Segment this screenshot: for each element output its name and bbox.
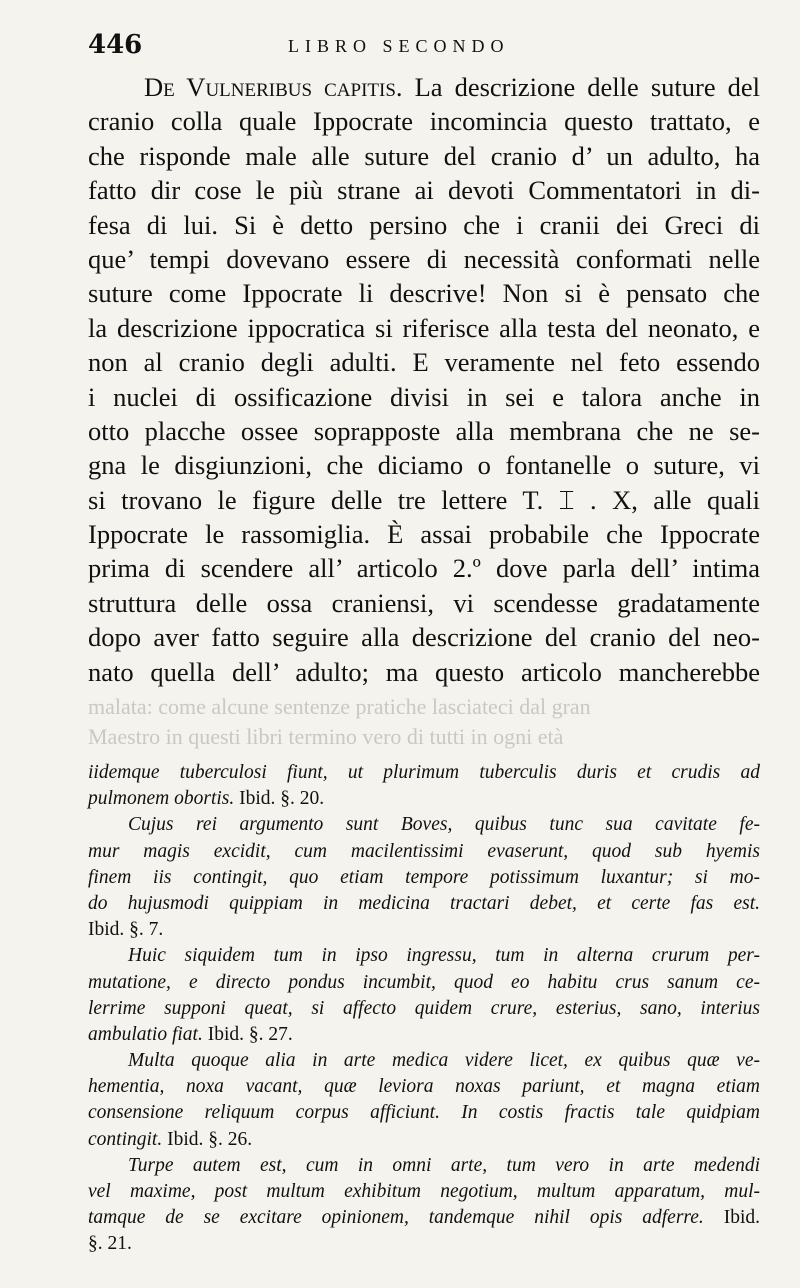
main-text-line: que’ tempi dovevano essere di necessità conformati nelle	[88, 243, 760, 274]
footnote-text: hementia, noxa vacant, quæ leviora noxas pariunt, et magna etiam	[88, 1076, 760, 1098]
footnote-reference: Ibid. §. 26.	[162, 1128, 253, 1150]
footnote-text: pulmonem obortis.	[88, 788, 235, 810]
footnote-line	[88, 1205, 760, 1231]
footnote-text: Huic siquidem tum in ipso ingressu, tum in alterna crurum per-	[128, 945, 760, 967]
footnote-paragraph	[88, 1048, 760, 1153]
footnote-line	[88, 917, 760, 943]
main-text-line: si trovano le figure delle tre lettere T. ⌶ . X, alle quali	[88, 484, 760, 515]
main-text-line: Ippocrate le rassomiglia. È assai probabile che Ippocrate	[88, 519, 760, 550]
main-text-line: otto placche ossee soprapposte alla membrana che ne se-	[88, 415, 760, 446]
footnote-text: contingit.	[88, 1128, 163, 1150]
main-text-line: la descrizione ippocratica si riferisce alla testa del neonato, e	[88, 312, 760, 343]
footnote-text: lerrime supponi queat, si affecto quidem crure, esterius, sano, interius	[88, 997, 760, 1019]
section-lead: De Vulneribus capitis.	[144, 72, 403, 102]
footnote-text: finem iis contingit, quo etiam tempore potissimum luxantur; si mo-	[88, 866, 760, 888]
footnote-paragraph	[88, 812, 760, 943]
main-text-line: suture come Ippocrate li descrive! Non si è pensato che	[88, 278, 760, 309]
main-text-block	[88, 70, 760, 689]
footnote-line	[88, 760, 760, 786]
footnote-reference: Ibid.	[703, 1207, 760, 1229]
page-number: 446	[88, 30, 143, 60]
main-text-line: dopo aver fatto seguire alla descrizione del cranio del neo-	[88, 622, 760, 653]
main-text-line: che risponde male alle suture del cranio d’ un adulto, ha	[88, 140, 760, 171]
footnote-text: do hujusmodi quippiam in medicina tractari debet, et certe fas est.	[88, 892, 760, 914]
footnote-text: iidemque tuberculosi fiunt, ut plurimum tuberculis duris et crudis ad	[88, 762, 760, 783]
footnote-line	[88, 812, 760, 838]
footnote-line	[88, 1074, 760, 1100]
footnote-line	[88, 1100, 760, 1126]
main-text-line: non al cranio degli adulti. E veramente nel feto essendo	[88, 347, 760, 378]
main-text-line-content: La descrizione delle suture del	[414, 72, 761, 102]
footnote-text: consensione reliquum corpus afficiunt. In costis fractis tale quidpiam	[88, 1102, 760, 1124]
footnote-text: mur magis excidit, cum macilentissimi evaserunt, quod sub hyemis	[88, 840, 760, 862]
footnote-line	[88, 1022, 760, 1048]
footnote-text: Turpe autem est, cum in omni arte, tum vero in arte medendi	[128, 1154, 760, 1176]
footnote-reference: §. 21.	[88, 1233, 132, 1255]
footnote-reference: Ibid. §. 7.	[88, 919, 164, 941]
main-text-line: cranio colla quale Ippocrate incomincia questo trattato, e	[88, 106, 760, 137]
footnote-line	[88, 943, 760, 969]
footnote-line	[88, 786, 760, 812]
bleed-through-line: malata: come alcune sentenze pratiche lasciateci dal gran	[88, 694, 591, 719]
footnote-line	[88, 1153, 760, 1179]
main-text-line: nato quella dell’ adulto; ma questo articolo mancherebbe	[88, 656, 760, 687]
page-header	[88, 30, 768, 64]
main-text-line: gna le disgiunzioni, che diciamo o fontanelle o suture, vi	[88, 450, 760, 481]
footnote-paragraph	[88, 943, 760, 1048]
footnote-line	[88, 1231, 760, 1257]
running-head: LIBRO SECONDO	[288, 36, 510, 56]
footnote-reference: Ibid. §. 27.	[202, 1023, 293, 1045]
footnote-line	[88, 865, 760, 891]
main-text-line	[88, 70, 760, 104]
main-text-line: fatto dir cose le più strane ai devoti Commentatori in di-	[88, 175, 760, 206]
footnote-line	[88, 839, 760, 865]
footnote-line	[88, 1048, 760, 1074]
footnote-reference: Ibid. §. 20.	[234, 788, 325, 810]
main-text-line: prima di scendere all’ articolo 2.º dove parla dell’ intima	[88, 553, 760, 584]
bleed-through-line: Maestro in questi libri termino vero di tutti in ogni età	[88, 724, 564, 749]
main-text-line: i nuclei di ossificazione divisi in sei e talora anche in	[88, 381, 760, 412]
bleed-through-text	[88, 692, 760, 752]
main-text-line: fesa di lui. Si è detto persino che i cranii dei Greci di	[88, 209, 760, 240]
footnote-text: Cujus rei argumento sunt Boves, quibus tunc sua cavitate fe-	[128, 814, 760, 836]
footnote-text: ambulatio fiat.	[88, 1023, 203, 1045]
footnote-text: mutatione, e directo pondus incumbit, quod eo habitu crus sanum ce-	[88, 971, 760, 993]
main-text-line: struttura delle ossa craniensi, vi scendesse gradatamente	[88, 587, 760, 618]
footnote-line	[88, 1179, 760, 1205]
footnote-line	[88, 1127, 760, 1153]
footnote-line	[88, 996, 760, 1022]
footnotes-block	[88, 760, 760, 1258]
footnote-text: vel maxime, post multum exhibitum negotium, multum apparatum, mul-	[88, 1181, 760, 1202]
footnote-line	[88, 970, 760, 996]
footnote-paragraph	[88, 1153, 760, 1258]
footnote-text: Multa quoque alia in arte medica videre licet, ex quibus quæ ve-	[128, 1050, 760, 1072]
footnote-text: tamque de se excitare opinionem, tandemque nihil opis adferre.	[88, 1207, 704, 1229]
footnote-line	[88, 891, 760, 917]
footnote-paragraph	[88, 760, 760, 812]
